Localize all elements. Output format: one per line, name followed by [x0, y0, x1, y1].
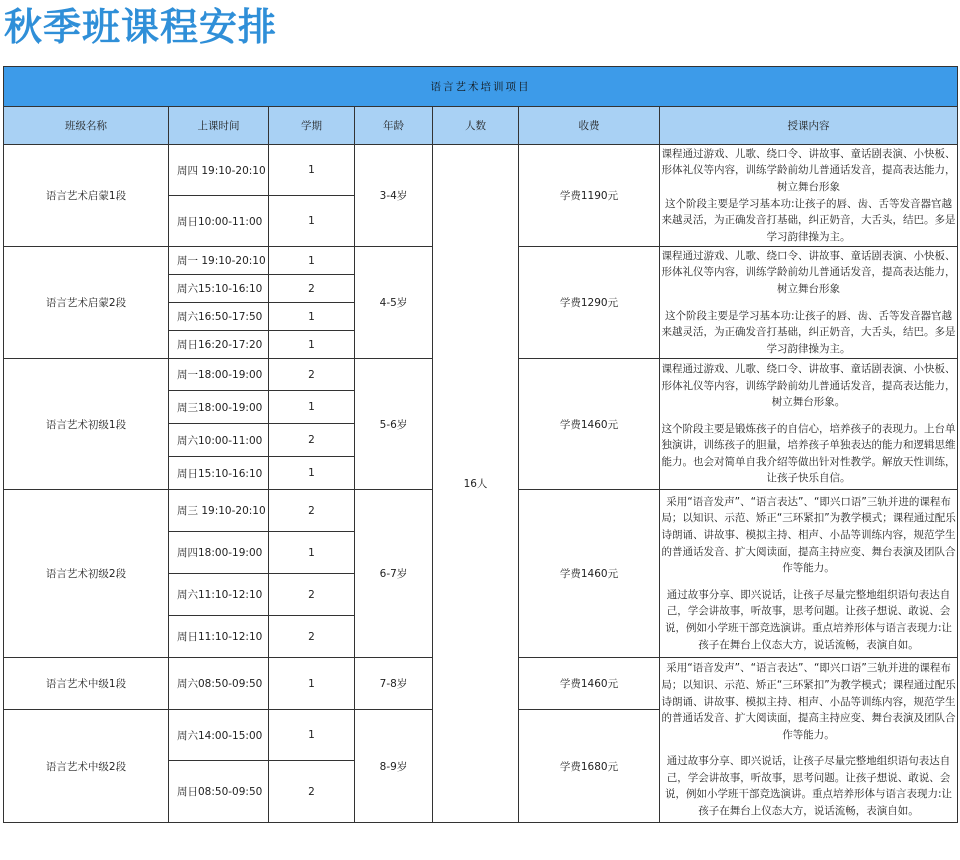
- desc-paragraph: [660, 743, 957, 753]
- fee-cell: 学费1680元: [519, 710, 660, 823]
- class-time-cell: 周六16:50-17:50: [169, 303, 269, 331]
- course-content-cell: [660, 658, 958, 823]
- age-cell: 7-8岁: [355, 658, 433, 710]
- age-cell: 4-5岁: [355, 247, 433, 359]
- desc-paragraph: 课程通过游戏、儿歌、绕口令、讲故事、童话剧表演、小快板、形体礼仪等内容，训练学龄前幼儿普通话发音，提高表达能力，树立舞台形象: [661, 249, 956, 295]
- course-schedule-table: [3, 66, 958, 823]
- desc-paragraph: 这个阶段主要是学习基本功:让孩子的唇、齿、舌等发音器官越来越灵活，为正确发音打基础，纠正奶音，大舌头，结巴。多是学习韵律操为主。: [661, 197, 956, 243]
- class-time-cell: 周三18:00-19:00: [169, 391, 269, 424]
- class-time-cell: 周一 19:10-20:10: [169, 247, 269, 275]
- class-time-cell: 周六11:10-12:10: [169, 574, 269, 616]
- class-time-cell: 周四 19:10-20:10: [169, 145, 269, 196]
- desc-paragraph: 这个阶段主要是锻炼孩子的自信心，培养孩子的表现力。上台单独演讲，训练孩子的胆量，培养孩子单独表达的能力和逻辑思维能力。也会对简单自我介绍等做出针对性教学。解放天性训练，让孩子快乐自信。: [661, 422, 956, 485]
- desc-paragraph: [660, 577, 957, 587]
- header-headcount: 人数: [433, 107, 519, 145]
- class-time-cell: 周日16:20-17:20: [169, 331, 269, 359]
- term-cell: 1: [269, 710, 355, 761]
- fee-cell: 学费1190元: [519, 145, 660, 247]
- header-term: 学期: [269, 107, 355, 145]
- fee-cell: 学费1290元: [519, 247, 660, 359]
- class-time-cell: 周六10:00-11:00: [169, 424, 269, 457]
- class-time-cell: 周日08:50-09:50: [169, 761, 269, 823]
- course-content-cell: [660, 359, 958, 490]
- desc-paragraph: 这个阶段主要是学习基本功:让孩子的唇、齿、舌等发音器官越来越灵活，为正确发音打基础，纠正奶音，大舌头，结巴。多是学习韵律操为主。: [661, 309, 956, 355]
- class-time-cell: 周一18:00-19:00: [169, 359, 269, 391]
- desc-paragraph: [660, 298, 957, 308]
- page-title: 秋季班课程安排: [4, 5, 278, 49]
- term-cell: 2: [269, 761, 355, 823]
- class-time-cell: 周日11:10-12:10: [169, 616, 269, 658]
- term-cell: 2: [269, 574, 355, 616]
- header-age: 年龄: [355, 107, 433, 145]
- desc-paragraph: 课程通过游戏、儿歌、绕口令、讲故事、童话剧表演、小快板、形体礼仪等内容，训练学龄前幼儿普通话发音，提高表达能力，树立舞台形象: [661, 147, 956, 193]
- term-cell: 1: [269, 457, 355, 490]
- header-content: 授课内容: [660, 107, 958, 145]
- class-time-cell: 周六15:10-16:10: [169, 275, 269, 303]
- class-time-cell: 周六14:00-15:00: [169, 710, 269, 761]
- desc-paragraph: 采用“语音发声”、“语言表达”、“即兴口语”三轨并进的课程布局；以知识、示范、矫正“三环紧扣”为教学模式；课程通过配乐诗朗诵、讲故事、模拟主持、相声、小品等训练内容，规范学生的普通话发音、扩大阅读面，提高主持应变、舞台表演及团队合作等能力。: [661, 495, 956, 575]
- class-name-cell: 语言艺术中级2段: [4, 710, 169, 823]
- class-time-cell: 周日10:00-11:00: [169, 196, 269, 247]
- term-cell: 1: [269, 145, 355, 196]
- table-banner: 语言艺术培训项目: [4, 67, 958, 107]
- class-time-cell: 周三 19:10-20:10: [169, 490, 269, 532]
- class-name-cell: 语言艺术初级1段: [4, 359, 169, 490]
- term-cell: 1: [269, 303, 355, 331]
- desc-paragraph: [660, 411, 957, 421]
- desc-paragraph: 通过故事分享、即兴说话，让孩子尽量完整地组织语句表达自己，学会讲故事，听故事，思考问题。让孩子想说、敢说、会说，例如小学班干部竞选演讲。重点培养形体与语言表现力:让孩子在舞台上仪态大方，说话流畅，表演自如。: [665, 588, 953, 651]
- term-cell: 1: [269, 331, 355, 359]
- age-cell: 5-6岁: [355, 359, 433, 490]
- class-name-cell: 语言艺术启蒙1段: [4, 145, 169, 247]
- class-name-cell: 语言艺术初级2段: [4, 490, 169, 658]
- header-class-time: 上课时间: [169, 107, 269, 145]
- fee-cell: 学费1460元: [519, 658, 660, 710]
- age-cell: 6-7岁: [355, 490, 433, 658]
- term-cell: 1: [269, 247, 355, 275]
- desc-paragraph: 采用“语音发声”、“语言表达”、“即兴口语”三轨并进的课程布局；以知识、示范、矫正“三环紧扣”为教学模式；课程通过配乐诗朗诵、讲故事、模拟主持、相声、小品等训练内容，规范学生的普通话发音、扩大阅读面，提高主持应变、舞台表演及团队合作等能力。: [661, 662, 956, 741]
- class-time-cell: 周四18:00-19:00: [169, 532, 269, 574]
- class-name-cell: 语言艺术启蒙2段: [4, 247, 169, 359]
- table-body: [4, 145, 958, 823]
- class-name-cell: 语言艺术中级1段: [4, 658, 169, 710]
- term-cell: 2: [269, 424, 355, 457]
- table-banner-row: [4, 67, 958, 107]
- header-fee: 收费: [519, 107, 660, 145]
- age-cell: 8-9岁: [355, 710, 433, 823]
- term-cell: 2: [269, 275, 355, 303]
- term-cell: 1: [269, 532, 355, 574]
- desc-paragraph: 课程通过游戏、儿歌、绕口令、讲故事、童话剧表演、小快板、形体礼仪等内容，训练学龄前幼儿普通话发音，提高表达能力，树立舞台形象。: [661, 362, 956, 409]
- course-content-cell: [660, 490, 958, 658]
- course-content-cell: [660, 247, 958, 359]
- term-cell: 2: [269, 616, 355, 658]
- term-cell: 2: [269, 490, 355, 532]
- desc-paragraph: 通过故事分享、即兴说话，让孩子尽量完整地组织语句表达自己，学会讲故事，听故事，思考问题。让孩子想说、敢说、会说，例如小学班干部竞选演讲。重点培养形体与语言表现力:让孩子在舞台上仪态大方，说话流畅，表演自如。: [665, 755, 953, 818]
- term-cell: 1: [269, 658, 355, 710]
- term-cell: 1: [269, 391, 355, 424]
- age-cell: 3-4岁: [355, 145, 433, 247]
- class-time-cell: 周日15:10-16:10: [169, 457, 269, 490]
- fee-cell: 学费1460元: [519, 490, 660, 658]
- fee-cell: 学费1460元: [519, 359, 660, 490]
- class-time-cell: 周六08:50-09:50: [169, 658, 269, 710]
- term-cell: 1: [269, 196, 355, 247]
- table-row: [4, 145, 958, 196]
- header-class-name: 班级名称: [4, 107, 169, 145]
- table-header-row: [4, 107, 958, 145]
- headcount-cell: 16人: [433, 145, 519, 823]
- course-content-cell: [660, 145, 958, 247]
- term-cell: 2: [269, 359, 355, 391]
